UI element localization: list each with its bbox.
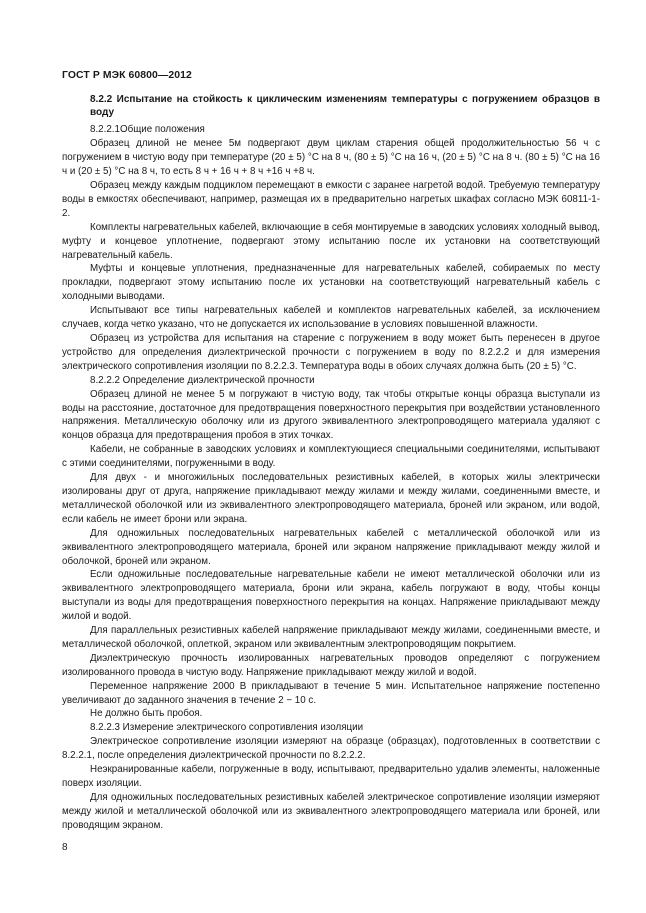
subsection-heading-8-2-2-2: 8.2.2.2 Определение диэлектрической прочности <box>90 374 315 386</box>
paragraph: Образец длиной не менее 5м подвергают двум циклам старения общей продолжительностью 56 ч с погружением в чистую воду при температуре (20 ± 5) °С на 8 ч, (80 ± 5) °С на 16 ч, (20 ± 5) °С на 8 ч. (80 ± 5) °С на 16 ч и (20 ± 5) °С на 8 ч, то есть 8 ч + 16 ч + 8 ч +16 ч +8 ч. <box>62 138 600 178</box>
paragraph: Для одножильных последовательных нагревательных кабелей с металлической оболочкой или из эквивалентного электропроводящего материала, броней или экраном напряжение прикладывают между жилой и оболочкой, броней или экраном. <box>62 527 600 567</box>
paragraph: Для параллельных резистивных кабелей напряжение прикладывают между жилами, соединенными вместе, и металлической оболочкой, оплеткой, экраном или эквивалентным электропроводящим покрытием. <box>62 625 600 650</box>
subsection-heading-8-2-2-1: 8.2.2.1Общие положения <box>90 124 205 136</box>
paragraph: Не должно быть пробоя. <box>90 708 203 720</box>
subsection-heading-8-2-2-3: 8.2.2.3 Измерение электрического сопротивления изоляции <box>90 722 364 734</box>
page-number: 8 <box>62 842 68 853</box>
paragraph: Электрическое сопротивление изоляции измеряют на образце (образцах), подготовленных в соответствии с 8.2.2.1, после определения диэлектрической прочности по 8.2.2.2. <box>62 736 600 762</box>
document-body <box>62 93 600 833</box>
document-code-header: ГОСТ Р МЭК 60800—2012 <box>62 70 192 81</box>
paragraph: Для одножильных последовательных резистивных кабелей электрическое сопротивление изоляции измеряют между жилой и металлической оболочкой или из эквивалентного электропроводящего материала или броней, или проводящим экраном. <box>62 791 600 831</box>
paragraph: Кабели, не собранные в заводских условиях и комплектующиеся специальными соединителями, испытывают с этими соединителями, погруженными в воду. <box>62 444 600 470</box>
paragraph: Если одножильные последовательные нагревательные кабели не имеют металлической оболочки или из эквивалентного электропроводящего материала, брони или экрана, кабель погружают в воду, чтобы концы выступали из воды для предотвращения поверхностного перекрытия на концах. Напряжение прикладывают между жилой и водой. <box>62 569 600 623</box>
section-heading-8-2-2: 8.2.2 Испытание на стойкость к циклическим изменениям температуры с погружением образцов в воду <box>90 94 600 119</box>
paragraph: Диэлектрическую прочность изолированных нагревательных проводов определяют с погружением изолированного провода в чистую воду. Напряжение прикладывают между жилой и водой. <box>62 652 600 678</box>
paragraph: Образец из устройства для испытания на старение с погружением в воду может быть перенесен в другое устройство для определения диэлектрической прочности с погружением в воду по 8.2.2.2 и для измерения электрического сопротивления изоляции по 8.2.2.3. Температура воды в обоих случаях должна быть (20 ± 5) °С. <box>62 333 600 372</box>
paragraph: Неэкранированные кабели, погруженные в воду, испытывают, предварительно удалив элементы, наложенные поверх изоляции. <box>62 764 600 789</box>
paragraph: Для двух - и многожильных последовательных резистивных кабелей, в которых жилы электрически изолированы друг от друга, напряжение прикладывают между жилами и между жилами, соединенными вместе, и металлической оболочкой или из эквивалентного электропроводящего материала, броней или экраном, или водой, если кабель не имеет брони или экрана. <box>62 472 600 525</box>
paragraph: Испытывают все типы нагревательных кабелей и комплектов нагревательных кабелей, за исключением случаев, когда четко указано, что не допускается их использование в условиях повышенной влажности. <box>62 305 600 331</box>
paragraph: Переменное напряжение 2000 В прикладывают в течение 5 мин. Испытательное напряжение постепенно увеличивают до заданного значения в течение 2 − 10 с. <box>62 680 600 706</box>
paragraph: Образец длиной не менее 5 м погружают в чистую воду, так чтобы открытые концы образца выступали из воды на расстояние, достаточное для предотвращения поверхностного перекрытия при воздействии установленного напряжения. Металлическую оболочку или из другого эквивалентного электропроводящего материала удаляют с концов образца для предотвращения пробоя в этих точках. <box>62 388 600 442</box>
paragraph: Комплекты нагревательных кабелей, включающие в себя монтируемые в заводских условиях холодный вывод, муфту и концевое уплотнение, подвергают этому испытанию после их установки на соответствующий нагревательный кабель. <box>62 221 600 261</box>
paragraph: Муфты и концевые уплотнения, предназначенные для нагревательных кабелей, собираемых по месту прокладки, подвергают этому испытанию после их установки на соответствующий нагревательный кабель с холодными выводами. <box>62 263 600 303</box>
paragraph: Образец между каждым подциклом перемещают в емкости с заранее нагретой водой. Требуемую температуру воды в емкостях обеспечивают, например, размещая их в предварительно нагретых шкафах согласно МЭК 60811-1-2. <box>62 180 600 219</box>
